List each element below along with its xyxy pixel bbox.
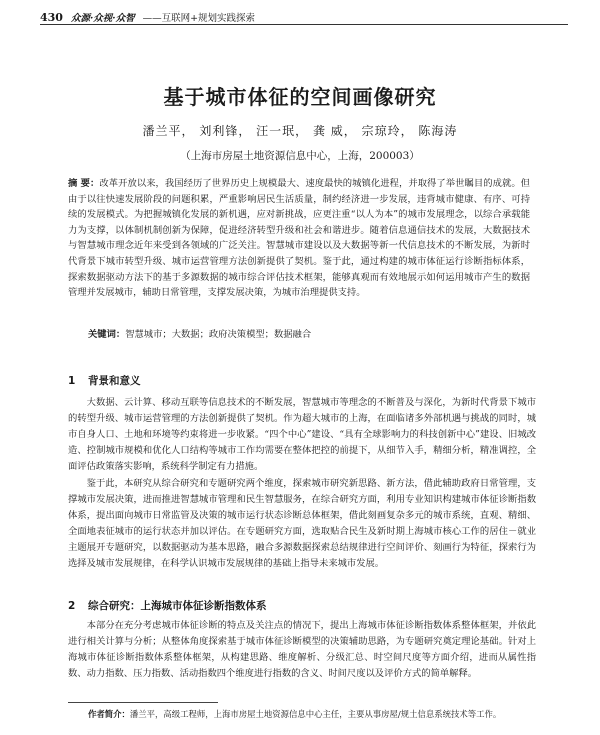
footnote [88, 708, 548, 720]
paragraph: 大数据、云计算、移动互联等信息技术的不断发展，智慧城市等理念的不断普及与深化，为新时代背景下城市的转型升级、城市运营管理的方法创新提供了契机。作为超大城市的上海，在面临诸多外部机遇与挑战的同时，城市自身人口、土地和环境等约束将进一步收紧。“四个中心”建设、“具有全球影响力的科技创新中心”建设、旧城改造、控制城市规模和优化人口结构等城市工作均需要在整体把控的前提下，从细节入手，精细分析，精准调控，全面评估政策落实影响，系统科学制定有力措施。 [68, 397, 536, 473]
abstract-text: 改革开放以来，我国经历了世界历史上规模最大、速度最快的城镇化进程，并取得了举世瞩目的成就。但由于以往快速发展阶段的问题积累，严重影响居民生活质量，制约经济进一步发展，违背城市健康、有序、可持续的发展模式。为把握城镇化发展的新机遇，应对新挑战，应更注重“以人为本”的城市发展理念，以综合承载能力为支撑，以体制机制创新为保障，促进经济转型升级和社会和谐进步。随着信息通信技术的发展，大数据技术与智慧城市理念近年来受到各领域的广泛关注。智慧城市建设以及大数据等新一代信息技术的不断发展，为新时代背景下城市转型升级、城市运营管理方法创新提供了契机。鉴于此，通过构建的城市体征运行诊断指标体系，探索数据驱动方法下的基于多源数据的城市综合评估技术框架，能够真观而有效地展示如何运用城市产生的数据管理并发展城市，辅助日常管理，支撑发展决策，为城市治理提供支持。 [68, 178, 530, 299]
running-header [40, 10, 568, 24]
section-title: 背景和意义 [88, 375, 141, 387]
footnote-label: 作者简介： [88, 709, 130, 719]
page-number: 430 [40, 11, 63, 24]
section-heading [68, 598, 267, 613]
header-divider [40, 24, 568, 25]
book-subtitle: ——互联网+规划实践探索 [142, 13, 256, 24]
paper-title: 基于城市体征的空间画像研究 [163, 85, 437, 109]
section-number: 1 [68, 375, 76, 387]
paper-authors: 潘兰平， 刘利锋， 汪一珉， 龚 威， 宗琼玲， 陈海涛 [142, 124, 458, 138]
paragraph: 本部分在充分考虑城市体征诊断的特点及关注点的情况下，提出上海城市体征诊断指数体系整体框架，并依此进行相关计算与分析；从整体角度探索基于城市体征诊断模型的决策辅助思路，为专题研究奠定理论基础。针对上海城市体征诊断指数体系整体框架，从构建思路、维度解析、分级汇总、时空间尺度等方面介绍，进而从属性指数、动力指数、压力指数、活动指数四个维度进行指数的含义、时间尺度以及评价方式的简单解释。 [68, 620, 536, 680]
section-title: 综合研究：上海城市体征诊断指数体系 [88, 600, 267, 612]
footnote-divider [68, 702, 218, 703]
abstract [68, 176, 530, 301]
book-title: 众源·众视·众智 [70, 13, 135, 24]
keywords-label: 关键词： [88, 329, 126, 340]
section-heading [68, 373, 141, 388]
keywords-text: 智慧城市；大数据；政府决策模型；数据融合 [125, 329, 312, 340]
keywords [88, 326, 528, 340]
paper-affiliation: （上海市房屋土地资源信息中心，上海，200003） [180, 150, 420, 162]
footnote-text: 潘兰平，高级工程师，上海市房屋土地资源信息中心主任，主要从事房屋/规土信息系统技术等工作。 [129, 709, 502, 719]
abstract-label: 摘 要： [68, 178, 100, 189]
section-number: 2 [68, 600, 76, 612]
paragraph: 鉴于此，本研究从综合研究和专题研究两个维度，探索城市研究新思路、新方法，借此辅助政府日常管理，支撑城市发展决策，进而推进智慧城市管理和民生智慧服务，在综合研究方面，利用专业知识构建城市体征诊断指数体系，提出面向城市日常监管及决策的城市运行状态诊断总体框架，借此刻画复杂多元的城市系统，直观、精细、全面地表征城市的运行状态并加以评估。在专题研究方面，选取贴合民生及新时期上海城市核心工作的居住－就业主题展开专题研究，以数据驱动为基本思路，融合多源数据探索总结规律进行空间评价、刻画行为特征，探索行为选择及城市发展规律，在科学认识城市发展规律的基础上指导未来城市发展。 [68, 478, 536, 570]
